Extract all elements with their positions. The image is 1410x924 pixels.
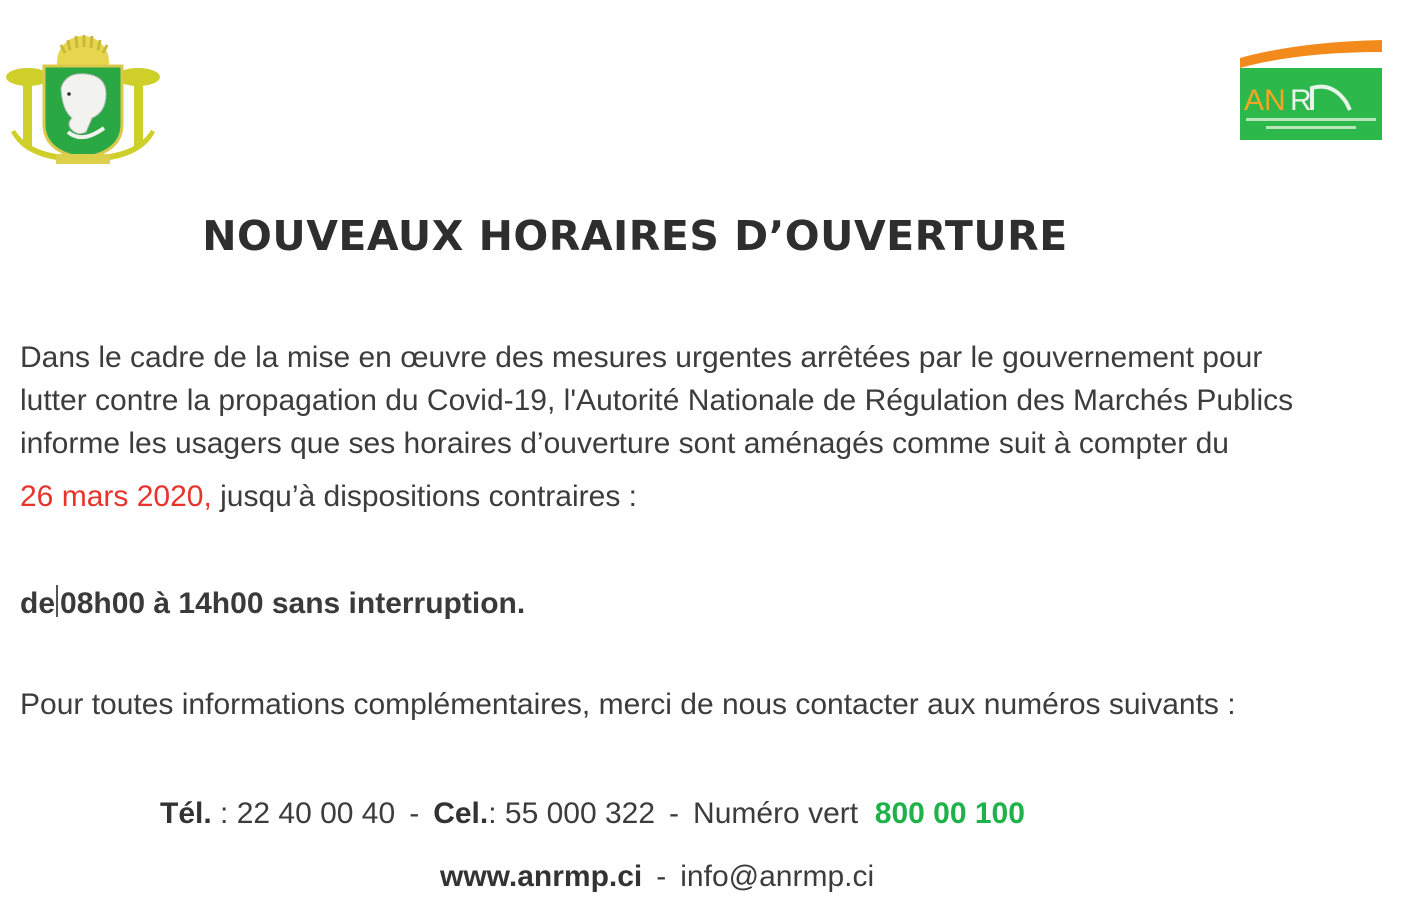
coat-of-arms-emblem xyxy=(6,32,160,168)
green-number-label: Numéro vert xyxy=(693,797,859,830)
effective-date: 26 mars 2020, xyxy=(20,480,212,513)
web-contacts xyxy=(440,860,874,894)
effective-date-line xyxy=(20,480,637,514)
intro-paragraph xyxy=(20,336,1400,465)
email-link[interactable]: info@anrmp.ci xyxy=(680,860,875,893)
hours-value: 08h00 à 14h00 sans interruption. xyxy=(60,587,526,620)
tel-value: : 22 40 00 40 xyxy=(211,797,396,830)
separator: - xyxy=(656,860,667,893)
date-suffix: jusqu’à dispositions contraires : xyxy=(211,480,637,513)
page-title xyxy=(0,212,1410,260)
contact-intro: Pour toutes informations complémentaires, merci de nous contacter aux numéros suivants : xyxy=(20,688,1236,721)
svg-text:R: R xyxy=(1290,84,1312,117)
tel-label: Tél. xyxy=(160,797,212,830)
cel-value: : 55 000 322 xyxy=(488,797,656,830)
phone-numbers xyxy=(160,797,1025,831)
paragraph-line: informe les usagers que ses horaires d’ouverture sont aménagés comme suit à compter du xyxy=(20,427,1229,460)
text-cursor xyxy=(56,585,58,617)
separator: - xyxy=(409,797,420,830)
opening-hours xyxy=(20,585,525,621)
website-link[interactable]: www.anrmp.ci xyxy=(440,860,643,893)
paragraph-line: Dans le cadre de la mise en œuvre des mesures urgentes arrêtées par le gouvernement pour xyxy=(20,341,1263,374)
separator: - xyxy=(669,797,680,830)
hours-prefix: de xyxy=(20,587,56,620)
svg-text:AN: AN xyxy=(1244,84,1286,117)
cel-label: Cel. xyxy=(433,797,489,830)
paragraph-line: lutter contre la propagation du Covid-19, l'Autorité Nationale de Régulation des Marchés Publics xyxy=(20,384,1294,417)
anrmp-logo xyxy=(1238,38,1384,142)
green-number-value: 800 00 100 xyxy=(874,797,1025,830)
title-text: NOUVEAUX HORAIRES D’OUVERTURE xyxy=(202,212,1068,260)
